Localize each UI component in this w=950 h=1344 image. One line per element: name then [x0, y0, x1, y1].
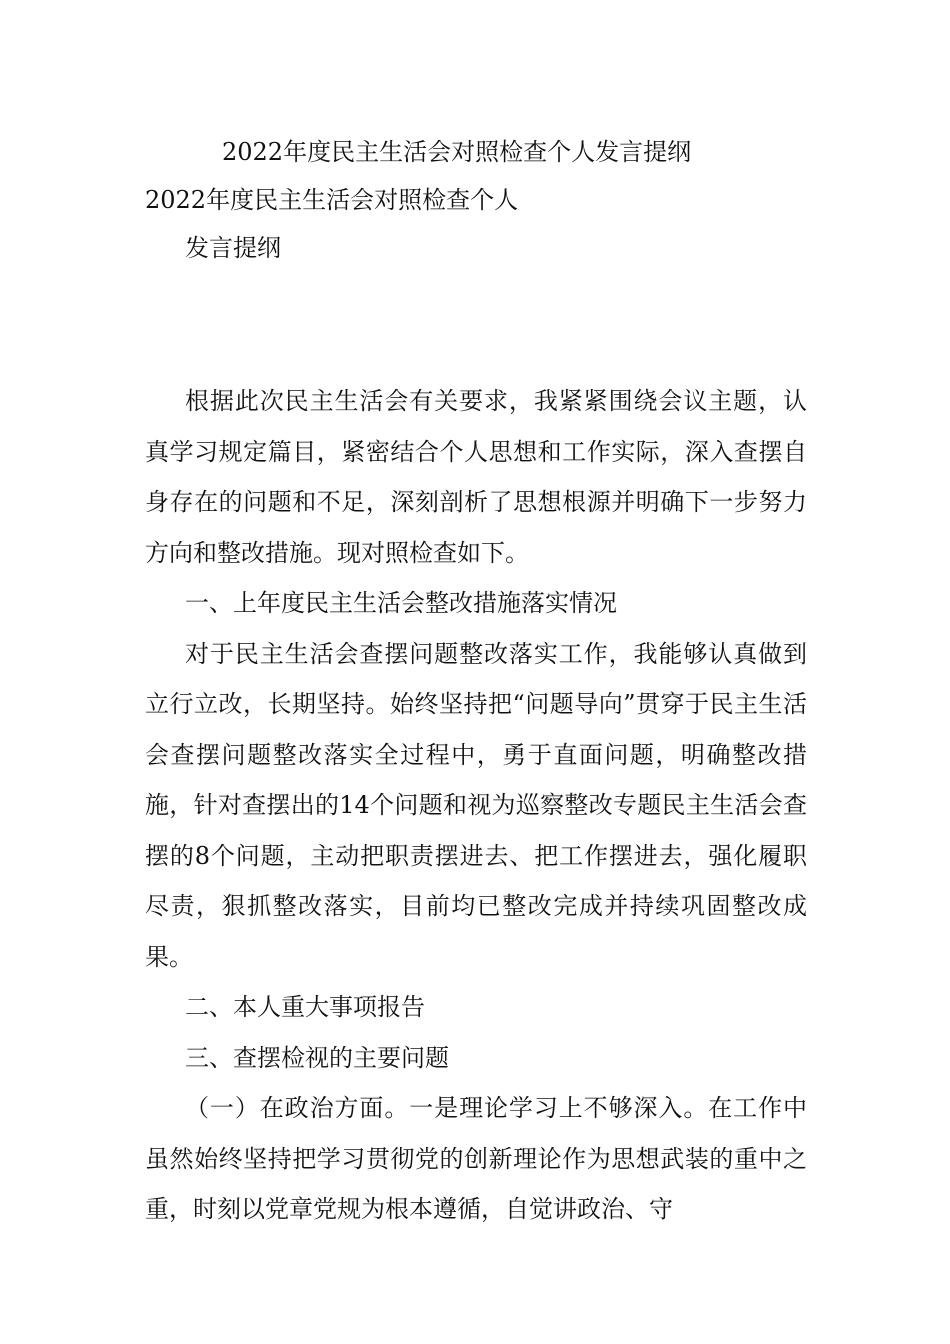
section-heading-2: 二、本人重大事项报告 — [185, 993, 425, 1021]
document-body — [145, 376, 807, 1235]
document-subtitle-line-2: 发言提纲 — [185, 234, 281, 262]
section-1-paragraph: 对于民主生活会查摆问题整改落实工作，我能够认真做到立行立改，长期坚持。始终坚持把“问题导向”贯穿于民主生活会查摆问题整改落实全过程中，勇于直面问题，明确整改措施，针对查摆出的14个问题和视为巡察整改专题民主生活会查摆的8个问题，主动把职责摆进去、把工作摆进去，强化履职尽责，狠抓整改落实，目前均已整改完成并持续巩固整改成果。 — [145, 639, 807, 971]
document-subtitle-line-1: 2022年度民主生活会对照检查个人 — [145, 186, 519, 214]
intro-paragraph: 根据此次民主生活会有关要求，我紧紧围绕会议主题，认真学习规定篇目，紧密结合个人思想和工作实际，深入查摆自身存在的问题和不足，深刻剖析了思想根源并明确下一步努力方向和整改措施。现对照检查如下。 — [145, 387, 807, 567]
section-heading-3: 三、查摆检视的主要问题 — [185, 1043, 449, 1072]
section-3-paragraph: （一）在政治方面。一是理论学习上不够深入。在工作中虽然始终坚持把学习贯彻党的创新理论作为思想武装的重中之重，时刻以党章党规为根本遵循，自觉讲政治、守 — [145, 1094, 807, 1223]
section-heading-1: 一、上年度民主生活会整改措施落实情况 — [185, 589, 617, 617]
document-title: 2022年度民主生活会对照检查个人发言提纲 — [222, 138, 692, 166]
